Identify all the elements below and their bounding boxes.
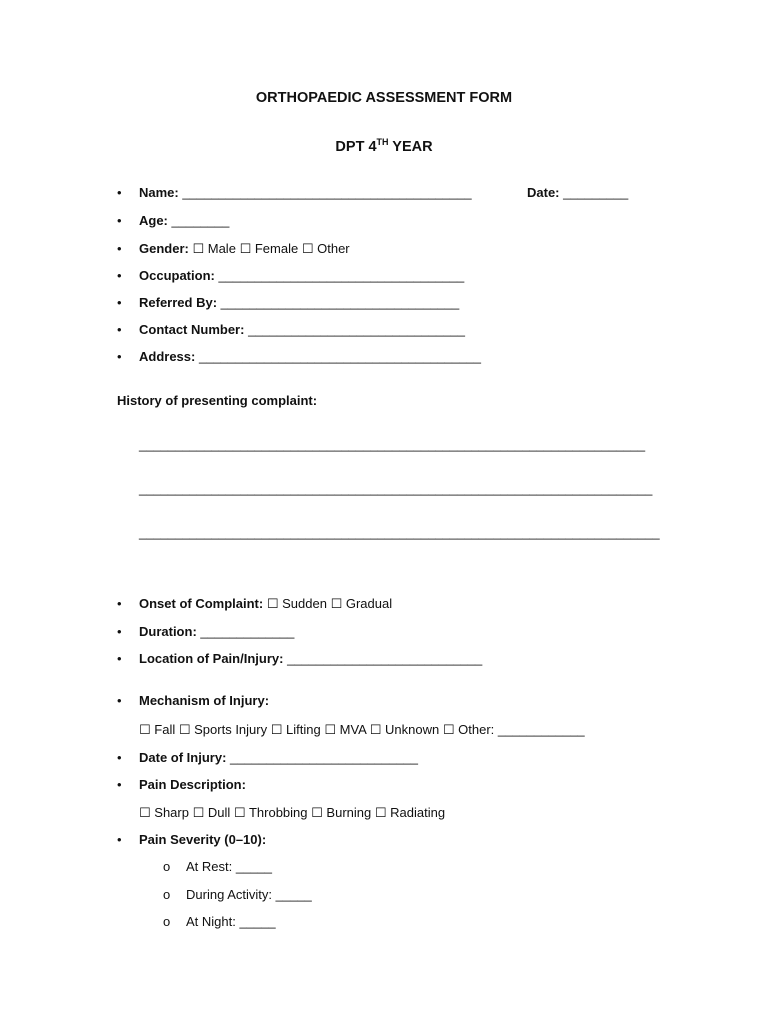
gender-option-female: Female <box>254 241 299 256</box>
mechanism-options <box>139 722 585 738</box>
severity-during-activity-label: During Activity: <box>186 887 272 902</box>
age-blank: ________ <box>171 213 230 228</box>
severity-at-night-label: At Night: <box>186 914 236 929</box>
pain-option-radiating: Radiating <box>390 805 446 820</box>
occupation-field[interactable] <box>139 268 464 283</box>
history-line[interactable]: ______________________________________________________________________ <box>139 437 646 452</box>
pain-severity-label: Pain Severity (0–10): <box>139 832 267 847</box>
name-field[interactable] <box>139 185 472 200</box>
date-label: Date: <box>527 185 560 200</box>
bullet-icon: • <box>117 750 122 765</box>
subtitle-superscript: TH <box>376 137 389 147</box>
name-label: Name: <box>139 185 179 200</box>
bullet-icon: • <box>117 295 122 310</box>
duration-blank: _____________ <box>200 624 295 639</box>
bullet-icon: • <box>117 322 122 337</box>
sub-bullet-icon: o <box>163 887 171 902</box>
pain-description-label: Pain Description: <box>139 777 246 792</box>
pain-description-options <box>139 805 445 821</box>
checkbox-icon[interactable]: ☐ <box>139 722 151 737</box>
date-of-injury-label: Date of Injury: <box>139 750 227 765</box>
bullet-icon: • <box>117 349 122 364</box>
mechanism-option-fall: Fall <box>154 722 176 737</box>
subtitle-suffix: YEAR <box>388 138 433 155</box>
mechanism-other-blank[interactable]: ____________ <box>497 722 585 737</box>
checkbox-icon[interactable]: ☐ <box>266 596 279 611</box>
date-blank: _________ <box>563 185 629 200</box>
mechanism-option-sports: Sports Injury <box>194 722 268 737</box>
name-blank: ________________________________________ <box>182 185 472 200</box>
checkbox-icon[interactable]: ☐ <box>442 722 455 737</box>
severity-at-night-field[interactable] <box>186 914 276 929</box>
pain-option-sharp: Sharp <box>154 805 189 820</box>
checkbox-icon[interactable]: ☐ <box>369 722 382 737</box>
contact-number-blank: ______________________________ <box>248 322 465 337</box>
location-label: Location of Pain/Injury: <box>139 651 284 666</box>
contact-number-field[interactable] <box>139 322 465 337</box>
location-blank: ___________________________ <box>287 651 483 666</box>
onset-label: Onset of Complaint: <box>139 596 264 611</box>
bullet-icon: • <box>117 651 122 666</box>
occupation-label: Occupation: <box>139 268 215 283</box>
severity-during-activity-blank: _____ <box>275 887 312 902</box>
duration-label: Duration: <box>139 624 197 639</box>
mechanism-option-mva: MVA <box>339 722 367 737</box>
gender-label: Gender: <box>139 241 189 256</box>
sub-bullet-icon: o <box>163 914 171 929</box>
address-field[interactable] <box>139 349 481 364</box>
checkbox-icon[interactable]: ☐ <box>139 805 151 820</box>
severity-during-activity-field[interactable] <box>186 887 312 902</box>
severity-at-rest-blank: _____ <box>235 859 273 874</box>
form-title: ORTHOPAEDIC ASSESSMENT FORM <box>255 90 513 106</box>
gender-option-other: Other <box>317 241 350 256</box>
date-field[interactable] <box>527 185 628 200</box>
pain-option-throbbing: Throbbing <box>248 805 308 820</box>
checkbox-icon[interactable]: ☐ <box>374 805 387 820</box>
mechanism-option-unknown: Unknown <box>385 722 440 737</box>
checkbox-icon[interactable]: ☐ <box>178 722 191 737</box>
history-line[interactable]: ________________________________________________________________________ <box>139 525 660 540</box>
sub-bullet-icon: o <box>163 859 171 874</box>
checkbox-icon[interactable]: ☐ <box>270 722 283 737</box>
age-field[interactable] <box>139 213 229 228</box>
bullet-icon: • <box>117 241 122 256</box>
bullet-icon: • <box>117 213 122 228</box>
address-blank: _______________________________________ <box>198 349 481 364</box>
address-label: Address: <box>139 349 196 364</box>
history-line[interactable]: _______________________________________________________________________ <box>139 481 653 496</box>
bullet-icon: • <box>117 185 122 200</box>
onset-option-sudden: Sudden <box>282 596 327 611</box>
pain-option-dull: Dull <box>207 805 231 820</box>
contact-number-label: Contact Number: <box>139 322 245 337</box>
onset-option-gradual: Gradual <box>345 596 393 611</box>
checkbox-icon[interactable]: ☐ <box>330 596 343 611</box>
age-label: Age: <box>139 213 168 228</box>
bullet-icon: • <box>117 268 122 283</box>
date-of-injury-field[interactable] <box>139 750 418 765</box>
checkbox-icon[interactable]: ☐ <box>324 722 337 737</box>
occupation-blank: __________________________________ <box>218 268 465 283</box>
bullet-icon: • <box>117 777 122 792</box>
checkbox-icon[interactable]: ☐ <box>239 241 252 256</box>
bullet-icon: • <box>117 596 122 611</box>
subtitle-prefix: DPT 4 <box>335 138 377 155</box>
bullet-icon: • <box>117 832 122 847</box>
date-of-injury-blank: __________________________ <box>230 750 419 765</box>
checkbox-icon[interactable]: ☐ <box>192 805 205 820</box>
referred-by-label: Referred By: <box>139 295 218 310</box>
mechanism-option-lifting: Lifting <box>286 722 321 737</box>
bullet-icon: • <box>117 693 122 708</box>
gender-field <box>139 241 350 257</box>
severity-at-night-blank: _____ <box>239 914 276 929</box>
severity-at-rest-label: At Rest: <box>186 859 233 874</box>
checkbox-icon[interactable]: ☐ <box>233 805 246 820</box>
duration-field[interactable] <box>139 624 294 639</box>
location-field[interactable] <box>139 651 482 666</box>
checkbox-icon[interactable]: ☐ <box>192 241 205 256</box>
severity-at-rest-field[interactable] <box>186 859 272 874</box>
onset-field <box>139 596 392 612</box>
mechanism-option-other: Other: <box>458 722 495 737</box>
pain-option-burning: Burning <box>326 805 372 820</box>
referred-by-field[interactable] <box>139 295 459 310</box>
gender-option-male: Male <box>207 241 236 256</box>
referred-by-blank: _________________________________ <box>220 295 460 310</box>
history-label: History of presenting complaint: <box>117 393 318 408</box>
checkbox-icon[interactable]: ☐ <box>301 241 314 256</box>
form-subtitle <box>0 137 768 155</box>
bullet-icon: • <box>117 624 122 639</box>
mechanism-label: Mechanism of Injury: <box>139 693 270 708</box>
checkbox-icon[interactable]: ☐ <box>311 805 323 820</box>
